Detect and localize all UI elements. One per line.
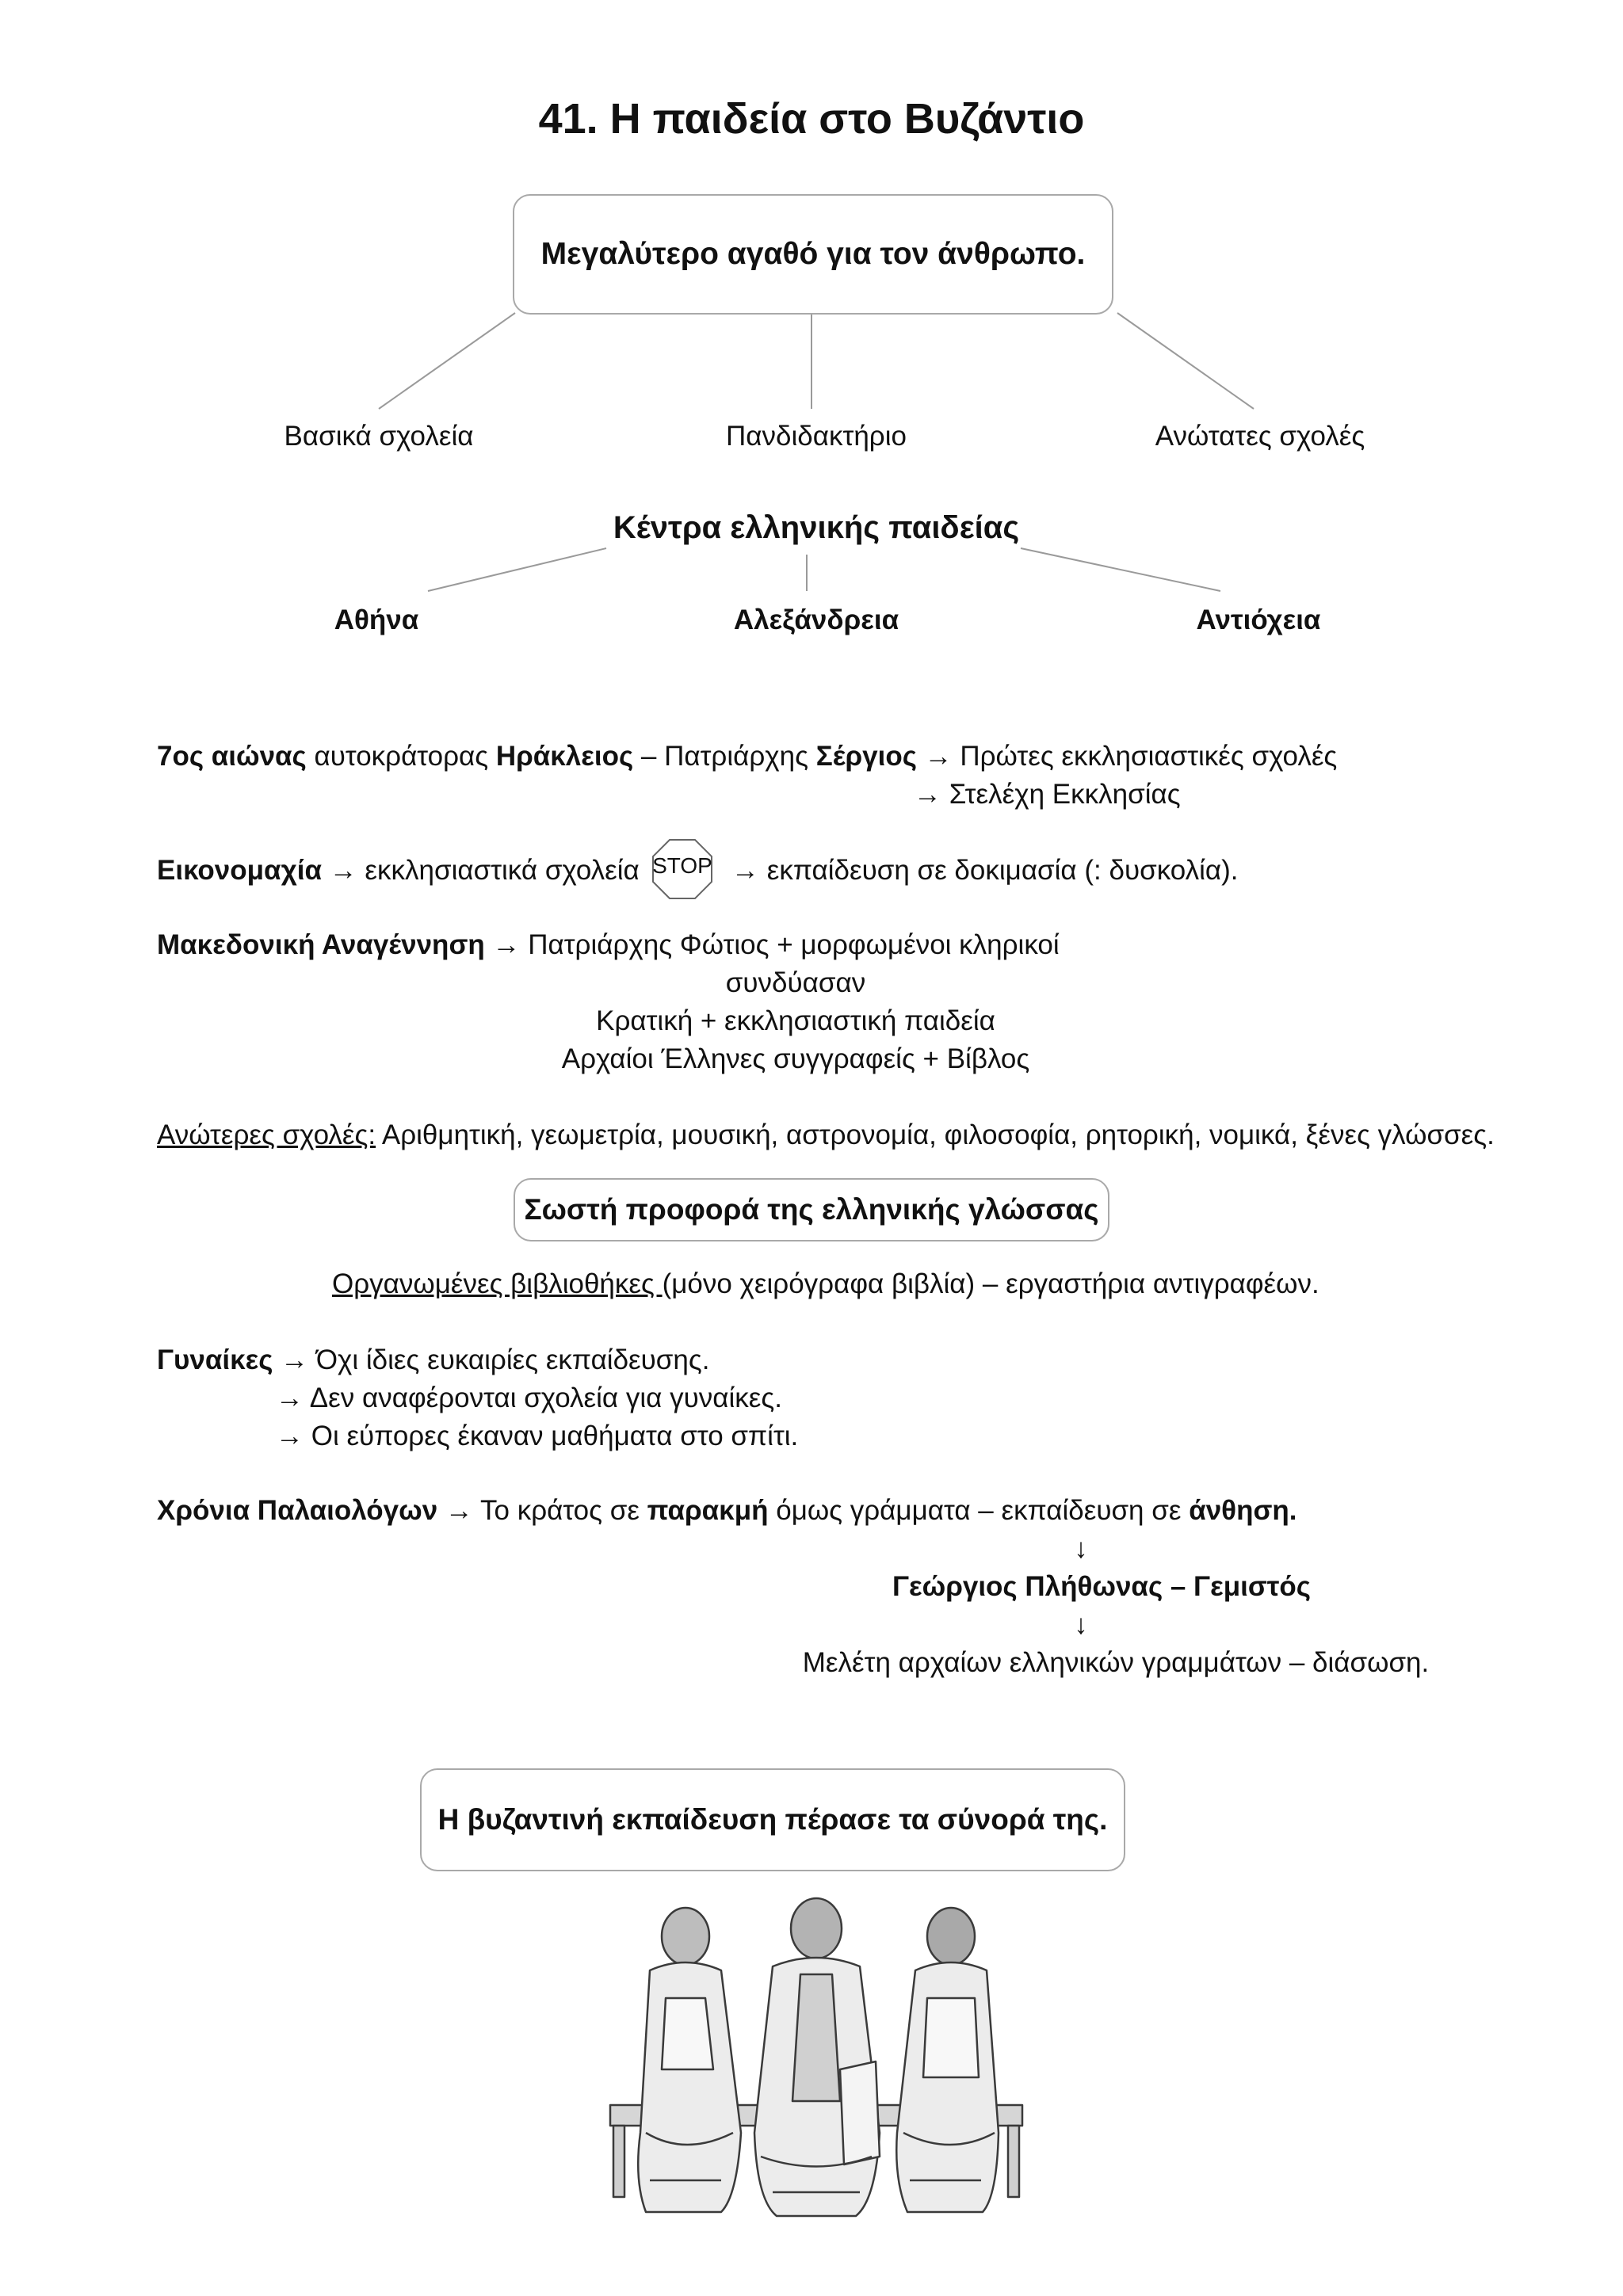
scholars-figure-icon xyxy=(602,1895,1030,2228)
centers-heading: Κέντρα ελληνικής παιδείας xyxy=(613,510,1020,545)
page-title: 41. Η παιδεία στο Βυζάντιο xyxy=(538,95,1085,143)
macedonian-combined: συνδύασαν xyxy=(725,967,866,998)
top-concept-box xyxy=(513,194,1113,315)
pronunciation-box xyxy=(514,1178,1109,1241)
palaiologoi-label: Χρόνια Παλαιολόγων xyxy=(157,1495,438,1526)
center-alexandria: Αλεξάνδρεια xyxy=(733,605,899,635)
seventh-text-1: αυτοκράτορας xyxy=(306,741,496,772)
iconoclasm-result: → εκπαίδευση σε δοκιμασία (: δυσκολία). xyxy=(731,855,1239,886)
libraries-line xyxy=(332,1268,1319,1301)
seventh-text-3: → Πρώτες εκκλησιαστικές σχολές xyxy=(916,741,1338,772)
women-line-1 xyxy=(157,1344,709,1377)
center-antioch: Αντιόχεια xyxy=(1196,605,1321,635)
connector-athens xyxy=(428,548,606,591)
connector-antioch xyxy=(1021,548,1220,591)
women-line-2: → Δεν αναφέρονται σχολεία για γυναίκες. xyxy=(276,1383,782,1413)
women-line-3: → Οι εύπορες έκαναν μαθήματα στο σπίτι. xyxy=(276,1421,799,1451)
school-higher: Ανώτατες σχολές xyxy=(1155,421,1365,452)
seventh-century-line xyxy=(157,740,1337,773)
macedonian-education: Κρατική + εκκλησιαστική παιδεία xyxy=(596,1005,995,1036)
macedonian-label: Μακεδονική Αναγέννηση xyxy=(157,929,485,960)
bloom-word: άνθηση. xyxy=(1189,1495,1297,1526)
plethon-name: Γεώργιος Πλήθωνας – Γεμιστός xyxy=(892,1571,1311,1602)
center-athens: Αθήνα xyxy=(334,605,419,635)
down-arrow-2: ↓ xyxy=(1074,1609,1088,1640)
macedonian-writers: Αρχαίοι Έλληνες συγγραφείς + Βίβλος xyxy=(561,1043,1030,1074)
libraries-text: (μόνο χειρόγραφα βιβλία) – εργαστήρια αντιγραφέων. xyxy=(662,1268,1319,1299)
women-label: Γυναίκες xyxy=(157,1344,273,1375)
seventh-century-label: 7ος αιώνας xyxy=(157,741,307,772)
school-basic: Βασικά σχολεία xyxy=(284,421,474,452)
emperor-name: Ηράκλειος xyxy=(495,741,634,772)
macedonian-text-1: → Πατριάρχης Φώτιος + μορφωμένοι κληρικοί xyxy=(484,929,1060,960)
top-concept-text: Μεγαλύτερο αγαθό για τον άνθρωπο. xyxy=(540,236,1086,271)
decline-word: παρακμή xyxy=(647,1495,769,1526)
palaiologoi-text-2: όμως γράμματα – εκπαίδευση σε xyxy=(768,1495,1190,1526)
stop-sign-label: STOP xyxy=(652,853,712,878)
iconoclasm-label: Εικονομαχία xyxy=(157,855,322,886)
seventh-text-2: – Πατριάρχης xyxy=(633,741,816,772)
libraries-label: Οργανωμένες βιβλιοθήκες xyxy=(332,1268,663,1299)
women-text-1: → Όχι ίδιες ευκαιρίες εκπαίδευσης. xyxy=(273,1344,710,1375)
higher-schools-subjects: Αριθμητική, γεωμετρία, μουσική, αστρονομία, φιλοσοφία, ρητορική, νομικά, ξένες γλώσσες. xyxy=(376,1119,1495,1150)
conclusion-text: Η βυζαντινή εκπαίδευση πέρασε τα σύνορά της. xyxy=(437,1802,1108,1836)
higher-schools-line xyxy=(157,1119,1495,1152)
study-line: Μελέτη αρχαίων ελληνικών γραμμάτων – διάσωση. xyxy=(802,1647,1430,1678)
down-arrow-1: ↓ xyxy=(1074,1533,1088,1564)
macedonian-line xyxy=(157,929,1060,962)
connector-basic-schools xyxy=(379,313,515,409)
conclusion-box xyxy=(420,1768,1125,1871)
church-cadres-line: → Στελέχη Εκκλησίας xyxy=(914,779,1181,810)
iconoclasm-text-1: → εκκλησιαστικά σχολεία xyxy=(321,855,640,886)
connector-higher-schools xyxy=(1117,313,1254,409)
palaiologoi-line xyxy=(157,1494,1297,1527)
school-university: Πανδιδακτήριο xyxy=(726,421,907,452)
patriarch-name: Σέργιος xyxy=(815,741,917,772)
palaiologoi-text-1: → Το κράτος σε xyxy=(437,1495,647,1526)
higher-schools-label: Ανώτερες σχολές: xyxy=(157,1119,376,1150)
iconoclasm-line xyxy=(157,854,640,887)
pronunciation-text: Σωστή προφορά της ελληνικής γλώσσας xyxy=(524,1192,1099,1226)
byzantine-scholars-illustration xyxy=(602,1895,1030,2228)
